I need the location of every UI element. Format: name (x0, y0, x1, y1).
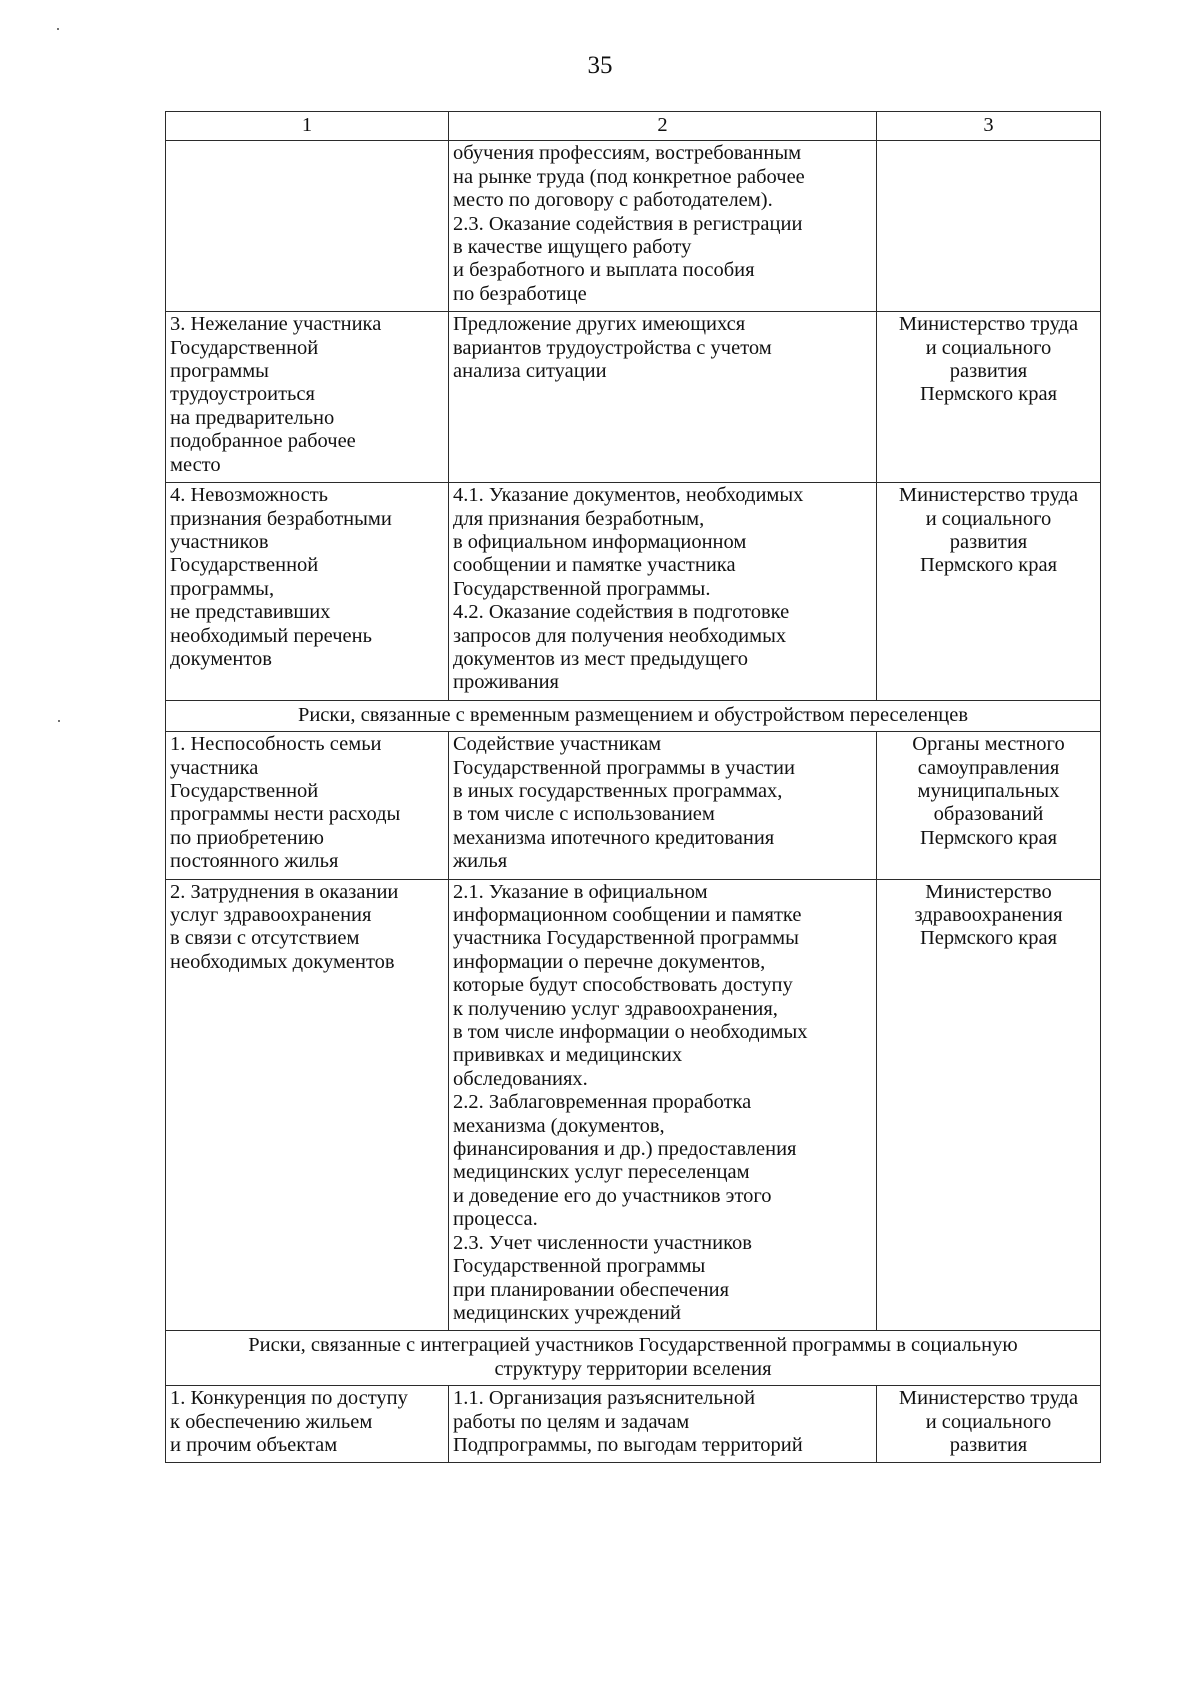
responsible-cell (877, 141, 1101, 312)
section-heading: Риски, связанные с интеграцией участников Государственной программы в социальную структуру территории вселения (166, 1331, 1101, 1386)
responsible-cell: Министерство труда и социального развития Пермского края (877, 483, 1101, 701)
risk-cell: 1. Конкуренция по доступу к обеспечению жильем и прочим объектам (166, 1386, 449, 1463)
table-row (166, 732, 1101, 879)
measures-cell: 1.1. Организация разъяснительной работы по целям и задачам Подпрограммы, по выгодам территорий (449, 1386, 877, 1463)
table-row (166, 1386, 1101, 1463)
page-number: 35 (587, 52, 613, 79)
scan-speck (57, 28, 59, 30)
table-row (166, 879, 1101, 1331)
table-row (166, 483, 1101, 701)
table-row (166, 312, 1101, 483)
scan-speck (58, 720, 60, 722)
section-heading-row (166, 700, 1101, 731)
measures-cell: Предложение других имеющихся вариантов трудоустройства с учетом анализа ситуации (449, 312, 877, 483)
responsible-cell: Министерство здравоохранения Пермского края (877, 879, 1101, 1331)
column-header-1: 1 (166, 112, 449, 141)
measures-cell: обучения профессиям, востребованным на рынке труда (под конкретное рабочее место по договору с работодателем). 2.3. Оказание содействия в регистрации в качестве ищущего работу и безработного и выплата пособия по безработице (449, 141, 877, 312)
risk-cell: 2. Затруднения в оказании услуг здравоохранения в связи с отсутствием необходимых документов (166, 879, 449, 1331)
risk-cell (166, 141, 449, 312)
measures-cell: 4.1. Указание документов, необходимых для признания безработным, в официальном информационном сообщении и памятке участника Государственной программы. 4.2. Оказание содействия в подготовке запросов для получения необходимых документов из мест предыдущего проживания (449, 483, 877, 701)
risk-cell: 4. Невозможность признания безработными участников Государственной программы, не представивших необходимый перечень документов (166, 483, 449, 701)
section-heading-row (166, 1331, 1101, 1386)
table-row (166, 141, 1101, 312)
responsible-cell: Министерство труда и социального развития (877, 1386, 1101, 1463)
column-header-3: 3 (877, 112, 1101, 141)
column-header-2: 2 (449, 112, 877, 141)
measures-cell: Содействие участникам Государственной программы в участии в иных государственных программах, в том числе с использованием механизма ипотечного кредитования жилья (449, 732, 877, 879)
measures-cell: 2.1. Указание в официальном информационном сообщении и памятке участника Государственной программы информации о перечне документов, которые будут способствовать доступу к получению услуг здравоохранения, в том числе информации о необходимых прививках и медицинских обследованиях. 2.2. Заблаговременная проработка механизма (документов, финансирования и др.) предоставления медицинских услуг переселенцам и доведение его до участников этого процесса. 2.3. Учет численности участников Государственной программы при планировании обеспечения медицинских учреждений (449, 879, 877, 1331)
risk-cell: 1. Неспособность семьи участника Государственной программы нести расходы по приобретению постоянного жилья (166, 732, 449, 879)
risk-cell: 3. Нежелание участника Государственной программы трудоустроиться на предварительно подобранное рабочее место (166, 312, 449, 483)
section-heading: Риски, связанные с временным размещением и обустройством переселенцев (166, 700, 1101, 731)
responsible-cell: Органы местного самоуправления муниципальных образований Пермского края (877, 732, 1101, 879)
responsible-cell: Министерство труда и социального развития Пермского края (877, 312, 1101, 483)
risk-measures-table (165, 111, 1101, 1463)
table-header-row (166, 112, 1101, 141)
